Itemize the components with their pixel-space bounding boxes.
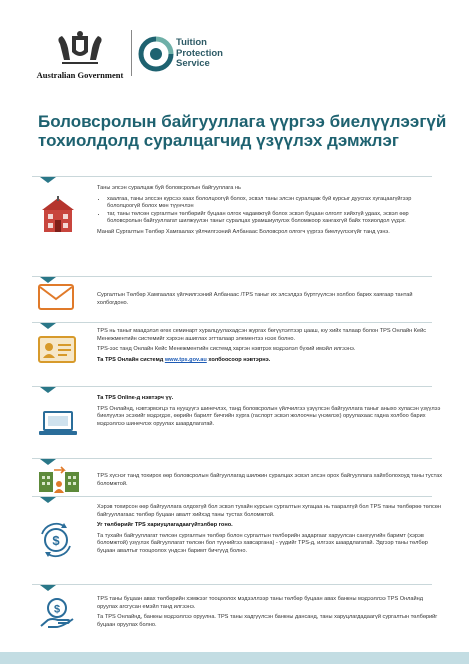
coat-of-arms-icon xyxy=(50,30,110,68)
section-seminar xyxy=(97,328,443,367)
section-text: Та тухайн байгууллагат төлсөн сургалтын төлбөр болон сургалтын төлбөрийн задаргааг харуулсан санхүүгийн баримт (хэрэв боломжтой) үзүүлэх байгууллагат төлсөн бол түүнийгээ хавсаргана) - үүдийг TPS-д, илгээх шаардлагатай. Эдгээр таны төлбөр буцаан авалтыг тооцоолох үндсэн баримт бичгүүд болно. xyxy=(97,532,428,554)
laptop-icon xyxy=(38,410,78,443)
tps-word-2: Protection xyxy=(176,47,223,59)
section-transfer xyxy=(97,473,443,491)
link-prefix: Та TPS Онлайн системд xyxy=(97,356,165,363)
section-text: Хэрэв тохирсон өөр байгууллага олдохгүй бол эсвэл тухайн курсын сургалтын хугацаа нь тааралгүй бол TPS таны төлбөрөө төлсөн байгууллагаас төлбөр буцаан авалт хийхэд таны тустах боломжтой. xyxy=(97,504,441,518)
section-text xyxy=(97,357,443,365)
australian-government-logo xyxy=(30,30,130,80)
refund-coin-icon xyxy=(38,522,74,563)
section-refund xyxy=(97,504,443,559)
section-divider xyxy=(32,458,432,459)
link-suffix: холбоосоор нэвтэрнэ. xyxy=(206,356,271,363)
chevron-down-icon xyxy=(40,323,56,329)
section-text: TPS таны буцаан авах төлбөрийн хэмжээг тооцоолох мэдээллээр таны төлбөр буцаан авах банкны мэдээллээ TPS Онлайнд оруулах агсгусан емэйл танд илгээнэ. xyxy=(97,596,424,610)
buildings-transfer-icon xyxy=(38,464,80,499)
payment-hand-icon xyxy=(38,596,76,635)
section-closure xyxy=(97,185,443,240)
school-building-icon xyxy=(38,196,78,239)
tps-word-3: Service xyxy=(176,58,210,69)
svg-text:$: $ xyxy=(52,533,60,548)
chevron-down-icon xyxy=(40,177,56,183)
section-divider xyxy=(32,496,432,497)
tps-wordmark xyxy=(176,38,286,70)
section-bank-payment xyxy=(97,596,443,632)
section-text: TPS нь таныг маадэлэл өгөх семинарт хуралцуулахадсэн жургах бөгүүлэлтээр цааш, юу хийх талаар болон TPS Онлайн Кейс Менежментийн системийг хэрхэн ашиглах эгтталаар элементээ нээх болно. xyxy=(97,328,427,342)
section-text: TPS-ээс танд Онлайн Кейс Менежментийн системд харгэн нэвтрэх мэдээлэл бүхий имэйл илгээнэ. xyxy=(97,346,356,353)
section-divider xyxy=(32,584,432,585)
chevron-down-icon xyxy=(40,585,56,591)
section-text: TPS хүснэг танд тохирох өөр боловсролын байгууллагад шилжин суралцах эсвэл элсэн орох байгууллага хайхболохоуд таны тустах боломжтой. xyxy=(97,473,442,487)
section-divider xyxy=(32,176,432,177)
chevron-down-icon xyxy=(40,497,56,503)
tps-logo xyxy=(138,36,223,77)
section-contact xyxy=(97,292,443,310)
section-online xyxy=(97,395,443,431)
id-card-icon xyxy=(38,334,76,369)
section-text: Манай Сургалтын Төлбөр Хамгаалах үйлчилгээний Албанаас Боловсрол олгогч үүргээ биелүүлээгүйг танд үзнэ. xyxy=(97,228,390,235)
chevron-down-icon xyxy=(40,387,56,393)
page-header xyxy=(0,0,469,88)
list-item: • хаалгаа, таны элссэн курсээ хаах бололцоогүй болох, эсвэл таны элсэн суралцаж буй курсыг дуусгах хугацаагүйгээр бололцоогүй болох мөн түүнчлэн xyxy=(107,196,443,211)
list-item: • таг, таны төлсөн сургалтын төлбөрийг буцаан олгох чадамжгүй болох эсвэл буцаан олголт хийхгүй удаах, эсвэл өөр боловсролын байгууллагат шилжүүлэн таныг суралцах урамшиулулэх боломжоор хангахгүй байх тохиолдол үүдэг. xyxy=(107,211,443,226)
section-text: Таны элсэн суралцаж буй боловсролын байгууллага нь xyxy=(97,185,241,191)
envelope-icon xyxy=(38,284,74,315)
tps-website-link[interactable]: www.tps.gov.au xyxy=(164,356,207,363)
tps-word-1: Tuition xyxy=(176,37,207,48)
tps-ring-icon xyxy=(138,36,174,72)
header-divider xyxy=(131,30,132,76)
section-text: Та TPS Онлайнд, банкны мэдээллээ оруулна. TPS таны хадгүүлсэн банкны дансанд, таны харуцлагдадаагүй сургалтын төлбөрийг буцаан оруулах болно. xyxy=(97,614,438,628)
bullet-list xyxy=(97,196,443,226)
chevron-down-icon xyxy=(40,277,56,283)
footer-band xyxy=(0,652,469,664)
section-text: Уг төлбөрийг TPS хариуцлагадаагүйтэлбөр гоно. xyxy=(97,522,233,529)
section-divider xyxy=(32,276,432,277)
section-text: TPS Онлайнд, нэвтэрмэгцэ та нууцүүгэ шинечлэх, танд боловсролын үйлчилгээ үзүүлсэн байгууллага таныг аныхо хуласэн үзүүлээ биелүүлэн эсэхийг мэдэгдэх, өөрийн барилт бичгийн хурга (гаслорт эсвэл жолоочны үнэмлэх) оруулахаас гадна холбоо барих мэдээллээ шинечлэх оруулах шаардлагатай. xyxy=(97,405,441,427)
government-name: Australian Government xyxy=(36,70,124,80)
page-title: Боловсролын байгууллага үүргээ биелүүлээгүй тохиолдолд суралцагчид үзүүлэх дэмжлэг xyxy=(38,112,447,150)
section-divider xyxy=(32,386,432,387)
svg-text:$: $ xyxy=(53,603,61,616)
section-text: Сургалтын Төлбөр Хамгаалах үйлчилгээний Албанаас /TPS таныг их элсэлдээ бүртгүүлсэн холбоо барих хаягаар тантай холбогдоно. xyxy=(97,292,413,306)
section-heading: Та TPS Online-д нэвтэрч үү. xyxy=(97,395,174,401)
section-divider xyxy=(32,322,432,323)
